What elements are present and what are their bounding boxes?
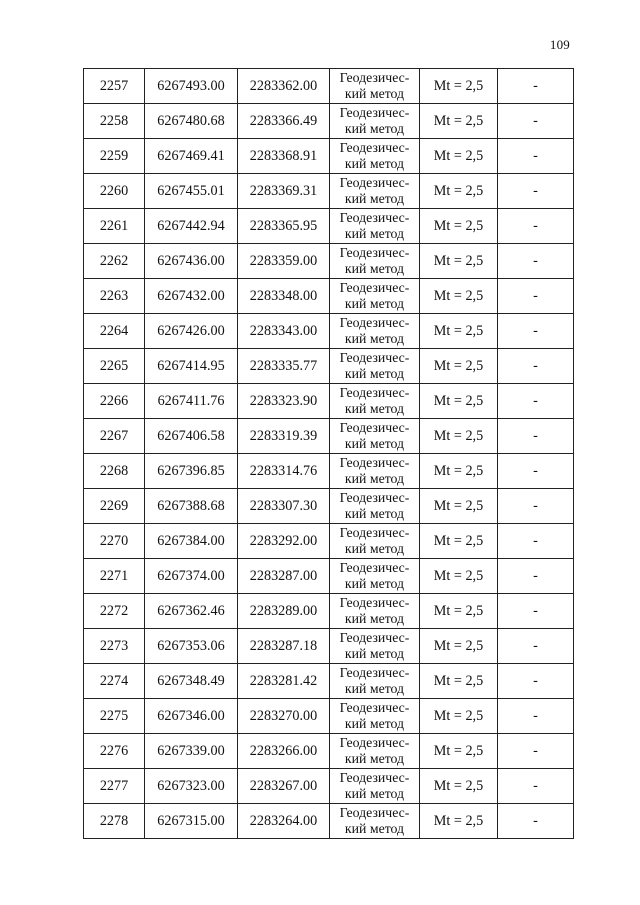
point-number-cell: 2276 <box>84 734 145 769</box>
note-cell: - <box>498 699 574 734</box>
accuracy-cell: Mt = 2,5 <box>420 104 498 139</box>
note-cell: - <box>498 209 574 244</box>
y-coordinate-cell: 2283366.49 <box>238 104 330 139</box>
method-line-2: кий метод <box>344 436 405 451</box>
y-coordinate-cell: 2283287.00 <box>238 559 330 594</box>
method-line-2: кий метод <box>344 261 405 276</box>
y-coordinate-cell: 2283359.00 <box>238 244 330 279</box>
method-line-1: Геодезичес- <box>339 385 410 400</box>
method-line-1: Геодезичес- <box>339 595 410 610</box>
method-cell <box>330 489 420 524</box>
method-line-2: кий метод <box>344 541 405 556</box>
y-coordinate-cell: 2283270.00 <box>238 699 330 734</box>
point-number-cell: 2277 <box>84 769 145 804</box>
accuracy-cell: Mt = 2,5 <box>420 629 498 664</box>
x-coordinate-cell: 6267442.94 <box>145 209 238 244</box>
point-number-cell: 2267 <box>84 419 145 454</box>
accuracy-cell: Mt = 2,5 <box>420 419 498 454</box>
note-cell: - <box>498 804 574 839</box>
table-row <box>84 349 574 384</box>
accuracy-cell: Mt = 2,5 <box>420 769 498 804</box>
table-row <box>84 69 574 104</box>
method-cell <box>330 629 420 664</box>
table-row <box>84 244 574 279</box>
method-cell <box>330 139 420 174</box>
method-line-2: кий метод <box>344 611 405 626</box>
table-row <box>84 769 574 804</box>
x-coordinate-cell: 6267480.68 <box>145 104 238 139</box>
note-cell: - <box>498 244 574 279</box>
accuracy-cell: Mt = 2,5 <box>420 454 498 489</box>
accuracy-cell: Mt = 2,5 <box>420 349 498 384</box>
table-row <box>84 629 574 664</box>
note-cell: - <box>498 419 574 454</box>
method-line-2: кий метод <box>344 121 405 136</box>
table-row <box>84 209 574 244</box>
accuracy-cell: Mt = 2,5 <box>420 174 498 209</box>
page-number: 109 <box>549 37 570 52</box>
point-number-cell: 2272 <box>84 594 145 629</box>
method-line-2: кий метод <box>344 226 405 241</box>
method-line-1: Геодезичес- <box>339 245 410 260</box>
accuracy-cell: Mt = 2,5 <box>420 734 498 769</box>
table-row <box>84 524 574 559</box>
y-coordinate-cell: 2283287.18 <box>238 629 330 664</box>
method-line-1: Геодезичес- <box>339 735 410 750</box>
y-coordinate-cell: 2283319.39 <box>238 419 330 454</box>
y-coordinate-cell: 2283264.00 <box>238 804 330 839</box>
method-line-1: Геодезичес- <box>339 490 410 505</box>
note-cell: - <box>498 769 574 804</box>
accuracy-cell: Mt = 2,5 <box>420 314 498 349</box>
point-number-cell: 2260 <box>84 174 145 209</box>
method-cell <box>330 594 420 629</box>
method-cell <box>330 769 420 804</box>
method-cell <box>330 699 420 734</box>
y-coordinate-cell: 2283323.90 <box>238 384 330 419</box>
method-line-2: кий метод <box>344 786 405 801</box>
method-line-2: кий метод <box>344 576 405 591</box>
accuracy-cell: Mt = 2,5 <box>420 804 498 839</box>
table-row <box>84 104 574 139</box>
note-cell: - <box>498 139 574 174</box>
point-number-cell: 2268 <box>84 454 145 489</box>
table-row <box>84 559 574 594</box>
table-row <box>84 664 574 699</box>
accuracy-cell: Mt = 2,5 <box>420 69 498 104</box>
x-coordinate-cell: 6267374.00 <box>145 559 238 594</box>
y-coordinate-cell: 2283343.00 <box>238 314 330 349</box>
x-coordinate-cell: 6267469.41 <box>145 139 238 174</box>
method-cell <box>330 244 420 279</box>
method-cell <box>330 279 420 314</box>
x-coordinate-cell: 6267436.00 <box>145 244 238 279</box>
note-cell: - <box>498 384 574 419</box>
method-line-2: кий метод <box>344 471 405 486</box>
coordinates-table <box>83 68 574 839</box>
accuracy-cell: Mt = 2,5 <box>420 699 498 734</box>
note-cell: - <box>498 664 574 699</box>
method-line-2: кий метод <box>344 191 405 206</box>
note-cell: - <box>498 594 574 629</box>
y-coordinate-cell: 2283369.31 <box>238 174 330 209</box>
point-number-cell: 2262 <box>84 244 145 279</box>
method-cell <box>330 559 420 594</box>
point-number-cell: 2274 <box>84 664 145 699</box>
method-cell <box>330 524 420 559</box>
method-cell <box>330 349 420 384</box>
point-number-cell: 2263 <box>84 279 145 314</box>
x-coordinate-cell: 6267353.06 <box>145 629 238 664</box>
note-cell: - <box>498 349 574 384</box>
x-coordinate-cell: 6267396.85 <box>145 454 238 489</box>
method-line-1: Геодезичес- <box>339 805 410 820</box>
point-number-cell: 2270 <box>84 524 145 559</box>
x-coordinate-cell: 6267414.95 <box>145 349 238 384</box>
table-row <box>84 419 574 454</box>
y-coordinate-cell: 2283307.30 <box>238 489 330 524</box>
point-number-cell: 2275 <box>84 699 145 734</box>
method-line-2: кий метод <box>344 751 405 766</box>
method-line-1: Геодезичес- <box>339 280 410 295</box>
point-number-cell: 2278 <box>84 804 145 839</box>
table-row <box>84 454 574 489</box>
y-coordinate-cell: 2283281.42 <box>238 664 330 699</box>
note-cell: - <box>498 69 574 104</box>
note-cell: - <box>498 279 574 314</box>
method-line-2: кий метод <box>344 716 405 731</box>
accuracy-cell: Mt = 2,5 <box>420 524 498 559</box>
method-line-2: кий метод <box>344 506 405 521</box>
method-cell <box>330 174 420 209</box>
method-cell <box>330 734 420 769</box>
point-number-cell: 2269 <box>84 489 145 524</box>
method-line-2: кий метод <box>344 156 405 171</box>
x-coordinate-cell: 6267493.00 <box>145 69 238 104</box>
point-number-cell: 2261 <box>84 209 145 244</box>
method-cell <box>330 104 420 139</box>
method-line-2: кий метод <box>344 681 405 696</box>
method-line-1: Геодезичес- <box>339 560 410 575</box>
method-line-1: Геодезичес- <box>339 455 410 470</box>
x-coordinate-cell: 6267348.49 <box>145 664 238 699</box>
method-cell <box>330 454 420 489</box>
method-line-1: Геодезичес- <box>339 140 410 155</box>
note-cell: - <box>498 454 574 489</box>
point-number-cell: 2265 <box>84 349 145 384</box>
point-number-cell: 2266 <box>84 384 145 419</box>
table-row <box>84 489 574 524</box>
y-coordinate-cell: 2283267.00 <box>238 769 330 804</box>
y-coordinate-cell: 2283365.95 <box>238 209 330 244</box>
accuracy-cell: Mt = 2,5 <box>420 489 498 524</box>
note-cell: - <box>498 174 574 209</box>
coordinates-table-body <box>84 69 574 839</box>
method-line-1: Геодезичес- <box>339 770 410 785</box>
x-coordinate-cell: 6267388.68 <box>145 489 238 524</box>
method-cell <box>330 664 420 699</box>
x-coordinate-cell: 6267426.00 <box>145 314 238 349</box>
accuracy-cell: Mt = 2,5 <box>420 594 498 629</box>
method-cell <box>330 314 420 349</box>
point-number-cell: 2258 <box>84 104 145 139</box>
method-line-1: Геодезичес- <box>339 665 410 680</box>
y-coordinate-cell: 2283348.00 <box>238 279 330 314</box>
x-coordinate-cell: 6267411.76 <box>145 384 238 419</box>
y-coordinate-cell: 2283292.00 <box>238 524 330 559</box>
table-row <box>84 734 574 769</box>
method-cell <box>330 804 420 839</box>
x-coordinate-cell: 6267315.00 <box>145 804 238 839</box>
method-line-2: кий метод <box>344 86 405 101</box>
x-coordinate-cell: 6267339.00 <box>145 734 238 769</box>
accuracy-cell: Mt = 2,5 <box>420 244 498 279</box>
table-row <box>84 804 574 839</box>
table-row <box>84 384 574 419</box>
table-row <box>84 314 574 349</box>
accuracy-cell: Mt = 2,5 <box>420 559 498 594</box>
method-line-1: Геодезичес- <box>339 525 410 540</box>
method-line-1: Геодезичес- <box>339 70 410 85</box>
method-line-2: кий метод <box>344 646 405 661</box>
note-cell: - <box>498 734 574 769</box>
x-coordinate-cell: 6267455.01 <box>145 174 238 209</box>
note-cell: - <box>498 104 574 139</box>
x-coordinate-cell: 6267406.58 <box>145 419 238 454</box>
accuracy-cell: Mt = 2,5 <box>420 209 498 244</box>
note-cell: - <box>498 489 574 524</box>
method-line-2: кий метод <box>344 366 405 381</box>
x-coordinate-cell: 6267323.00 <box>145 769 238 804</box>
table-row <box>84 174 574 209</box>
x-coordinate-cell: 6267362.46 <box>145 594 238 629</box>
method-line-1: Геодезичес- <box>339 210 410 225</box>
method-line-2: кий метод <box>344 296 405 311</box>
method-cell <box>330 209 420 244</box>
note-cell: - <box>498 524 574 559</box>
x-coordinate-cell: 6267384.00 <box>145 524 238 559</box>
accuracy-cell: Mt = 2,5 <box>420 139 498 174</box>
method-cell <box>330 419 420 454</box>
method-line-1: Геодезичес- <box>339 315 410 330</box>
accuracy-cell: Mt = 2,5 <box>420 279 498 314</box>
y-coordinate-cell: 2283314.76 <box>238 454 330 489</box>
method-cell <box>330 69 420 104</box>
table-row <box>84 699 574 734</box>
method-line-1: Геодезичес- <box>339 630 410 645</box>
method-line-2: кий метод <box>344 401 405 416</box>
point-number-cell: 2273 <box>84 629 145 664</box>
y-coordinate-cell: 2283362.00 <box>238 69 330 104</box>
point-number-cell: 2264 <box>84 314 145 349</box>
note-cell: - <box>498 629 574 664</box>
accuracy-cell: Mt = 2,5 <box>420 384 498 419</box>
point-number-cell: 2271 <box>84 559 145 594</box>
x-coordinate-cell: 6267432.00 <box>145 279 238 314</box>
method-line-1: Геодезичес- <box>339 175 410 190</box>
method-line-1: Геодезичес- <box>339 420 410 435</box>
method-line-2: кий метод <box>344 331 405 346</box>
y-coordinate-cell: 2283368.91 <box>238 139 330 174</box>
table-row <box>84 594 574 629</box>
method-cell <box>330 384 420 419</box>
method-line-1: Геодезичес- <box>339 350 410 365</box>
x-coordinate-cell: 6267346.00 <box>145 699 238 734</box>
table-row <box>84 279 574 314</box>
y-coordinate-cell: 2283335.77 <box>238 349 330 384</box>
table-row <box>84 139 574 174</box>
y-coordinate-cell: 2283266.00 <box>238 734 330 769</box>
accuracy-cell: Mt = 2,5 <box>420 664 498 699</box>
y-coordinate-cell: 2283289.00 <box>238 594 330 629</box>
note-cell: - <box>498 559 574 594</box>
method-line-1: Геодезичес- <box>339 105 410 120</box>
method-line-1: Геодезичес- <box>339 700 410 715</box>
point-number-cell: 2257 <box>84 69 145 104</box>
point-number-cell: 2259 <box>84 139 145 174</box>
note-cell: - <box>498 314 574 349</box>
method-line-2: кий метод <box>344 821 405 836</box>
